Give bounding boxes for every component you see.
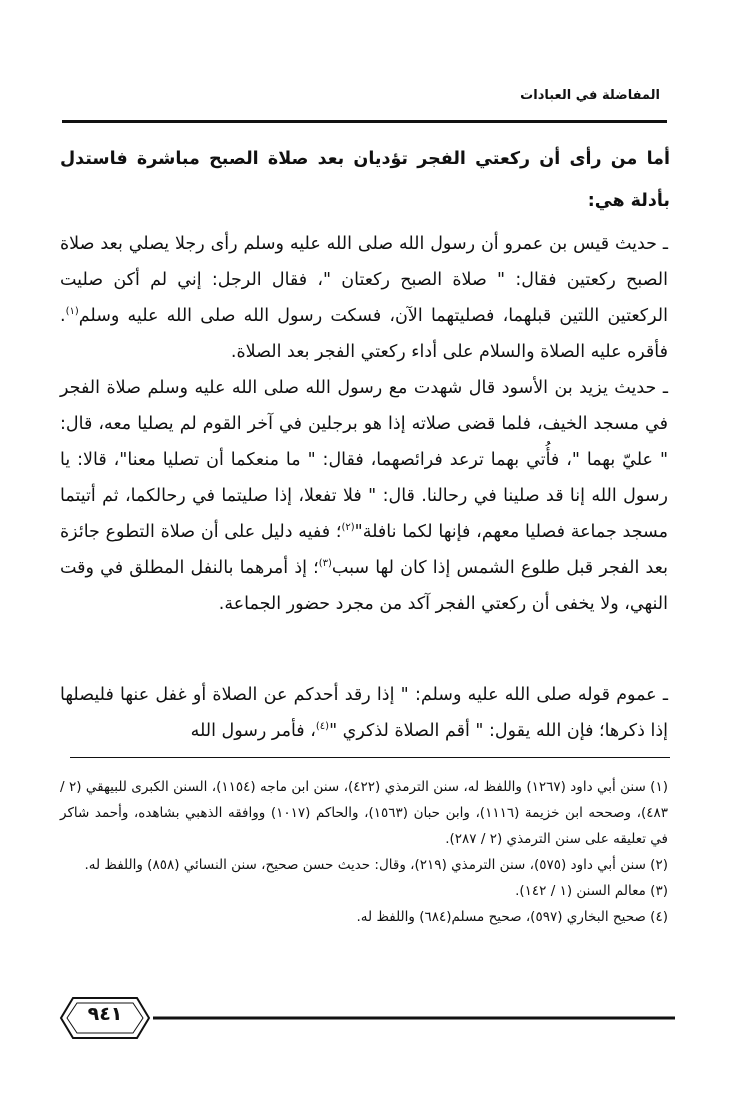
header-rule [62, 120, 667, 123]
footnotes [60, 774, 668, 930]
paragraph-text: ـ حديث يزيد بن الأسود قال شهدت مع رسول الله صلى الله عليه وسلم صلاة الفجر في مسجد الخيف، فلما قضى صلاته إذا هو برجلين في آخر القوم لم يصليا معه، قال: " عليّ بهما "، فأُتي بهما ترعد فرائصهما، فقال: " ما منعكما أن تصليا معنا"، قالا: يا رسول الله إنا قد صلينا في رحالنا. قال: " فلا تفعلا، إذا صليتما في رحالكما، ثم أتيتما مسجد جماعة فصليا معهم، فإنها لكما نافلة" [60, 378, 668, 542]
paragraph-text-end: ؛ إذ أمرهما بالنفل المطلق في وقت النهي، ولا يخفى أن ركعتي الفجر آكد من مجرد حضور الجماعة. [60, 558, 668, 614]
paragraph-text: ـ حديث قيس بن عمرو أن رسول الله صلى الله عليه وسلم رأى رجلا يصلي بعد صلاة الصبح ركعتين فقال: " صلاة الصبح ركعتان "، فقال الرجل: إني لم أكن صليت الركعتين اللتين قبلهما، فصليتهما الآن، فسكت رسول الله صلى الله عليه وسلم [60, 234, 668, 326]
footnote-ref-1: (١) [65, 306, 79, 318]
intro-heading: أما من رأى أن ركعتي الفجر تؤديان بعد صلاة الصبح مباشرة فاستدل بأدلة هي: [60, 149, 670, 211]
paragraph-qays-hadith [60, 226, 668, 370]
footnote-1: (١) سنن أبي داود (١٢٦٧) واللفظ له، سنن الترمذي (٤٢٢)، سنن ابن ماجه (١١٥٤)، السنن الكبرى للبيهقي (٢ / ٤٨٣)، وصححه ابن خزيمة (١١١٦)، وابن حبان (١٥٦٣)، والحاكم (١٠١٧) ووافقه الذهبي بشاهده، وأحمد شاكر في تعليقه على سنن الترمذي (٢ / ٢٨٧). [60, 779, 668, 847]
footnote-4: (٤) صحيح البخاري (٥٩٧)، صحيح مسلم(٦٨٤) واللفظ له. [356, 909, 668, 925]
page-number-ornament [55, 990, 675, 1046]
footnote-3: (٣) معالم السنن (١ / ١٤٢). [515, 883, 668, 899]
footnote-ref-4: (٤) [315, 721, 330, 733]
footnote-2: (٢) سنن أبي داود (٥٧٥)، سنن الترمذي (٢١٩)، وقال: حديث حسن صحيح، سنن النسائي (٨٥٨) واللفظ له. [84, 857, 668, 873]
paragraph-yazid-hadith [60, 370, 668, 622]
page-number-frame [55, 990, 675, 1046]
paragraph-text-end: . فأقره عليه الصلاة والسلام على أداء ركعتي الفجر بعد الصلاة. [60, 306, 668, 362]
paragraph-general-hadith [60, 677, 668, 749]
paragraph-text-mid: ؛ ففيه دليل على أن صلاة التطوع جائزة بعد الفجر قبل طلوع الشمس إذا كان لها سبب [60, 522, 668, 578]
page-number: ٩٤١ [87, 1003, 123, 1025]
footnote-ref-3: (٣) [318, 558, 332, 570]
paragraph-text-end: ، فأمر رسول الله [190, 721, 316, 741]
paragraph-text: ـ عموم قوله صلى الله عليه وسلم: " إذا رقد أحدكم عن الصلاة أو غفل عنها فليصلها إذا ذكرها؛ فإن الله يقول: " أقم الصلاة لذكري " [60, 685, 668, 741]
footnote-rule [70, 757, 670, 758]
running-head-title: المفاضلة في العبادات [520, 88, 660, 103]
footnote-ref-2: (٢) [341, 522, 355, 534]
